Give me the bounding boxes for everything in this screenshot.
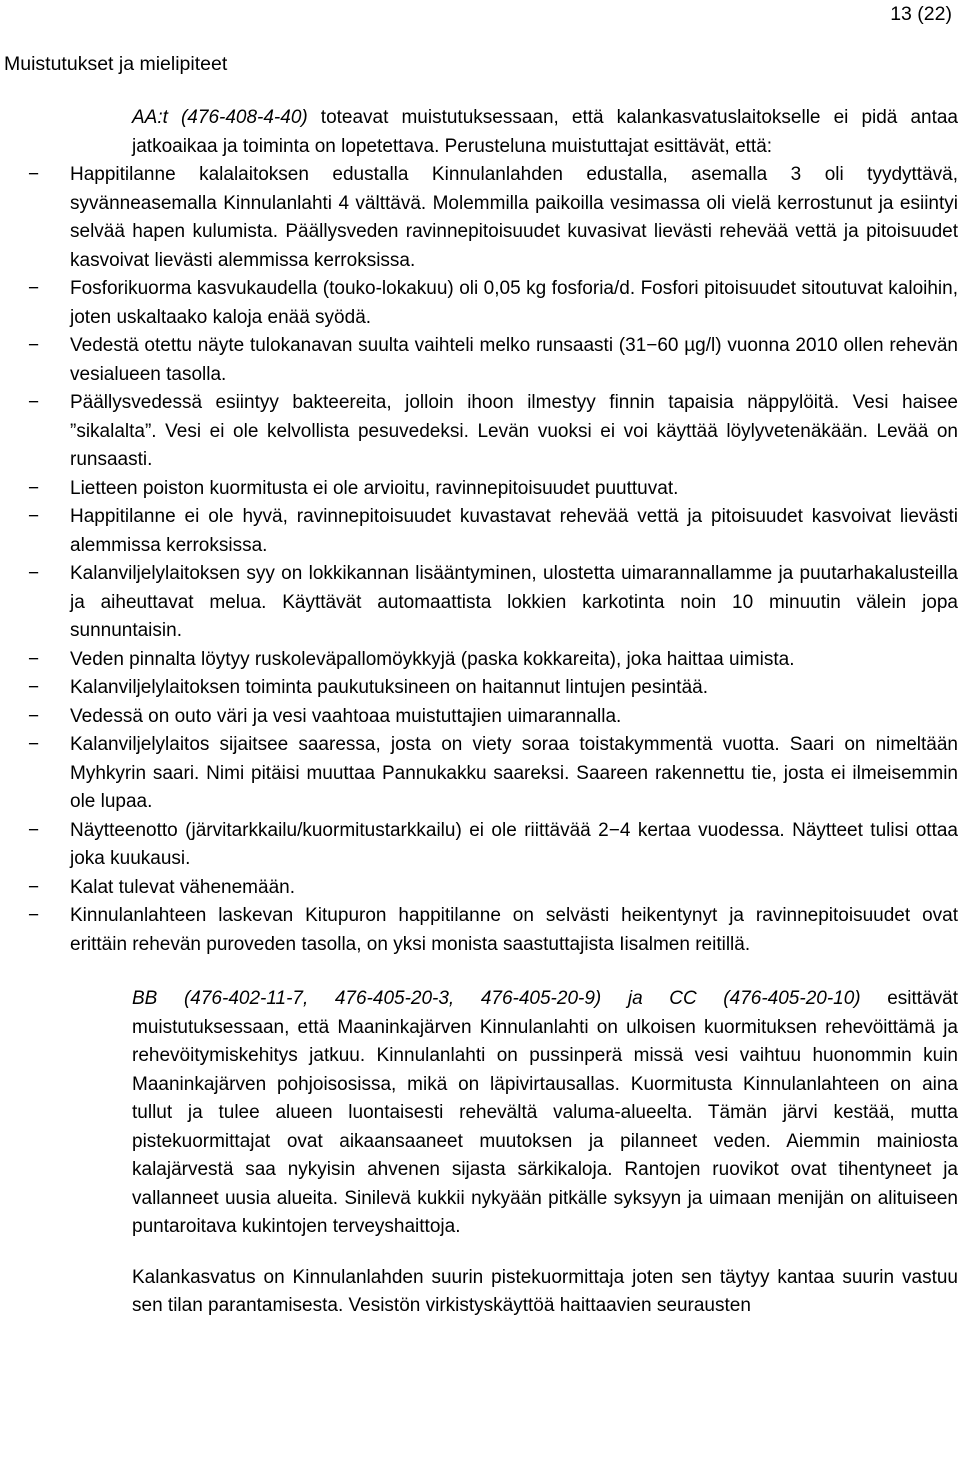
list-item <box>0 275 958 332</box>
dash-marker: − <box>28 392 40 413</box>
paragraph-aa <box>132 104 958 161</box>
section-title: Muistutukset ja mielipiteet <box>4 53 228 75</box>
dash-marker: − <box>28 905 40 926</box>
list-item <box>0 674 958 703</box>
paragraph-spacer <box>132 1242 958 1264</box>
list-item-text: Happitilanne kalalaitoksen edustalla Kinnulanlahden edustalla, asemalla 3 oli tyydyttävä, syvänneasemalla Kinnulanlahti 4 välttävä. Molemmilla paikoilla vesimassa oli vielä kerrostunut ja esiintyi selvää hapen kulumista. Päällysveden ravinnepitoisuudet kuvasivat lievästi rehevää vettä ja pitoisuudet kasvoivat lievästi alemmissa kerroksissa. <box>70 164 958 271</box>
list-item-text: Näytteenotto (järvitarkkailu/kuormitustarkkailu) ei ole riittävää 2−4 kertaa vuodessa. Näytteet tulisi ottaa joka kuukausi. <box>70 819 958 869</box>
list-item-text: Veden pinnalta löytyy ruskoleväpallomöykkyjä (paska kokkareita), joka haittaa uimista. <box>70 648 795 670</box>
list-item <box>0 703 958 732</box>
list-item <box>0 389 958 475</box>
list-item-text: Kinnulanlahteen laskevan Kitupuron happitilanne on selvästi heikentynyt ja ravinnepitoisuudet ovat erittäin rehevän puroveden tasolla, on yksi monista saastuttajista Iisalmen reitillä. <box>70 905 958 955</box>
dash-marker: − <box>28 477 40 499</box>
list-item <box>0 731 958 817</box>
list-item-text: Kalanviljelylaitoksen syy on lokkikannan lisääntyminen, ulostetta uimarannallamme ja puutarhakalusteilla ja aiheuttavat melua. Käyttävät automaattista lokkien karkotinta noin 10 minuutin välein jopa sunnuntaisin. <box>70 563 958 641</box>
list-item <box>0 646 958 675</box>
paragraph-aa-text: toteavat muistutuksessaan, että kalankasvatuslaitokselle ei pidä antaa jatkoaikaa ja toiminta on lopetettava. Perusteluna muistuttajat esittävät, että: <box>132 107 958 157</box>
dash-marker: − <box>28 335 40 356</box>
list-item-text: Vedessä on outo väri ja vesi vaahtoaa muistuttajien uimarannalla. <box>70 705 622 727</box>
paragraph-bb-cc-text: esittävät muistutuksessaan, että Maaninkajärven Kinnulanlahti on ulkoisen kuormituksen rehevöittämä ja rehevöitymiskehitys jatkuu. Kinnulanlahti on pussinperä missä vesi vaihtuu huonommin kuin Maaninkajärven pohjoisosissa, mikä on läpivirtausallas. Kuormitusta Kinnulanlahteen on aina tullut ja tulee alueen luontaisesti rehevältä valuma-alueelta. Tämän järvi kestää, mutta pistekuormittajat ovat aikaansaaneet muutoksen ja pilanneet veden. Aiemmin mainiosta kalajärvestä saa nykyisin ahvenen sijasta särkikaloja. Rantojen ruovikot ovat tihentyneet ja vallanneet uusia alueita. Sinilevä kukkii nykyään pitkälle syksyyn ja uimaan menijän on alituiseen puntaroitava kukintojen terveyshaittoja. <box>132 988 958 1237</box>
dash-marker: − <box>28 734 40 755</box>
list-item-text: Vedestä otettu näyte tulokanavan suulta vaihteli melko runsaasti (31−60 µg/l) vuonna 2010 ollen rehevän vesialueen tasolla. <box>70 335 958 385</box>
paragraph-spacer <box>132 959 958 985</box>
list-item <box>0 503 958 560</box>
list-item-text: Fosforikuorma kasvukaudella (touko-lokakuu) oli 0,05 kg fosforia/d. Fosfori pitoisuudet sitoutuvat kaloihin, joten uskaltaako kaloja enää syödä. <box>70 278 958 328</box>
list-item <box>0 874 958 903</box>
list-item-text: Päällysvedessä esiintyy bakteereita, jolloin ihoon ilmestyy finnin tapaisia näppylöitä. Vesi haisee ”sikalalta”. Vesi ei ole kelvollista pesuvedeksi. Levän vuoksi ei voi käyttää löylyvetenäkään. Levää on runsaasti. <box>70 392 958 470</box>
paragraph-aa-refs: AA:t (476-408-4-40) <box>132 107 308 128</box>
paragraph-bb-cc <box>132 985 958 1242</box>
dash-marker: − <box>28 819 40 841</box>
list-item-text: Kalanviljelylaitoksen toiminta paukutuksineen on haitannut lintujen pesintää. <box>70 677 708 698</box>
dash-marker: − <box>28 705 40 727</box>
dash-marker: − <box>28 563 40 584</box>
list-item <box>0 332 958 389</box>
dash-marker: − <box>28 278 40 299</box>
paragraph-bb-cc-refs: BB (476-402-11-7, 476-405-20-3, 476-405-20-9) ja CC (476-405-20-10) <box>132 988 861 1009</box>
document-body <box>28 104 958 1321</box>
dash-marker: − <box>28 164 40 185</box>
list-item-text: Kalanviljelylaitos sijaitsee saaressa, josta on viety soraa toistakymmentä vuotta. Saari on nimeltään Myhkyrin saari. Nimi pitäisi muuttaa Pannukakku saareksi. Saareen rakennettu tie, josta ei ilmeisemmin ole lupaa. <box>70 734 958 812</box>
paragraph-kalankasvatus: Kalankasvatus on Kinnulanlahden suurin pistekuormittaja joten sen täytyy kantaa suurin vastuu sen tilan parantamisesta. Vesistön virkistyskäyttöä haittaavien seurausten <box>132 1266 958 1316</box>
objection-list <box>28 161 958 959</box>
list-item-text: Happitilanne ei ole hyvä, ravinnepitoisuudet kuvastavat rehevää vettä ja pitoisuudet kasvoivat lievästi alemmissa kerroksissa. <box>70 506 958 556</box>
list-item <box>0 161 958 275</box>
dash-marker: − <box>28 648 40 670</box>
list-item <box>0 475 958 504</box>
page-number: 13 (22) <box>890 3 952 25</box>
list-item <box>0 817 958 874</box>
list-item-text: Lietteen poiston kuormitusta ei ole arvioitu, ravinnepitoisuudet puuttuvat. <box>70 477 679 499</box>
list-item-text: Kalat tulevat vähenemään. <box>70 876 295 898</box>
dash-marker: − <box>28 506 40 527</box>
list-item <box>0 902 958 959</box>
list-item <box>0 560 958 646</box>
dash-marker: − <box>28 677 40 698</box>
dash-marker: − <box>28 876 40 898</box>
